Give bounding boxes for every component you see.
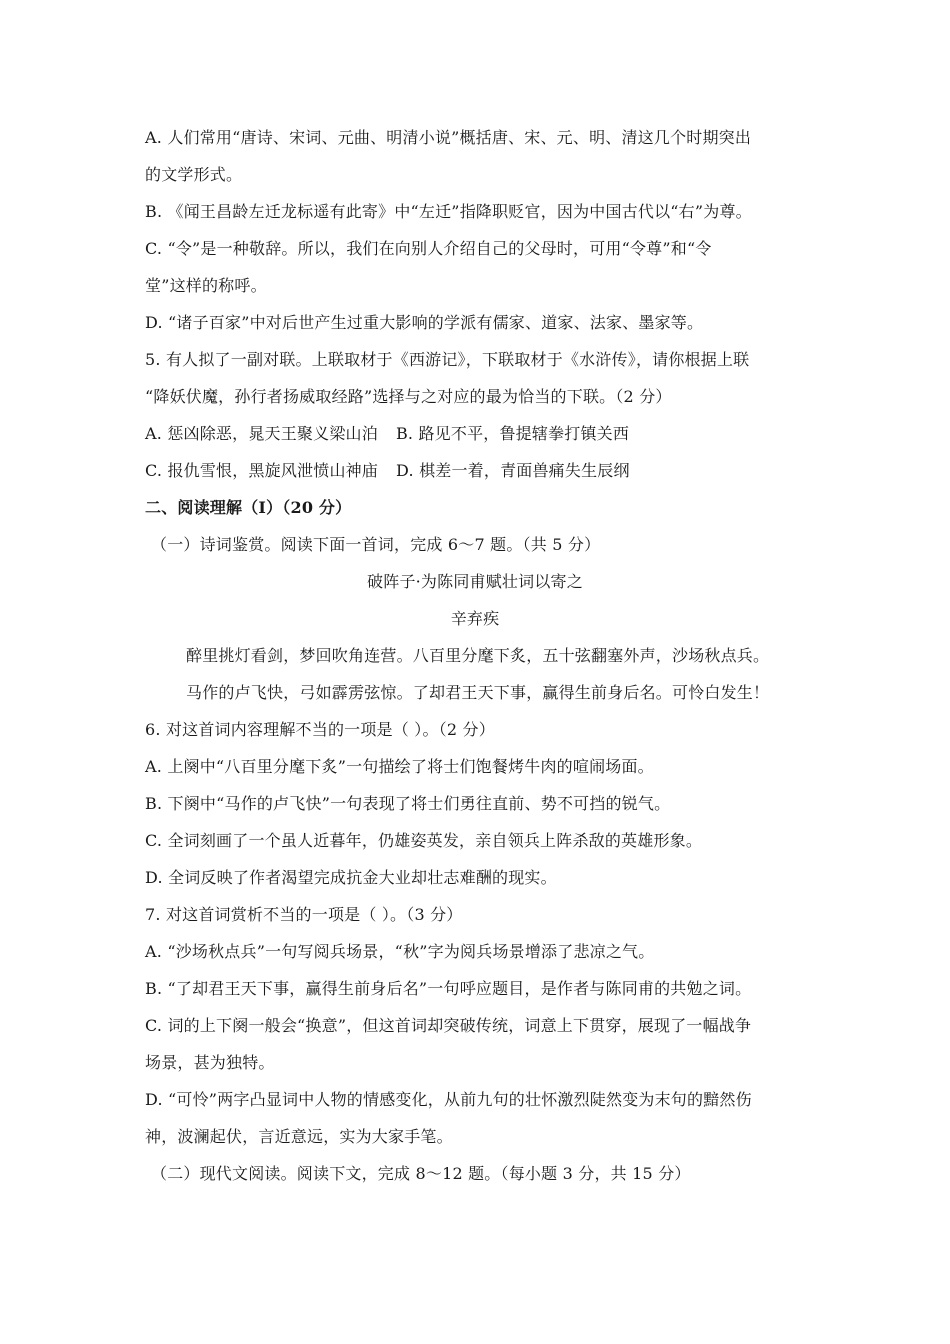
section-heading: 二、阅读理解（Ⅰ）（20 分） bbox=[145, 498, 352, 517]
q6-option-d: D. 全词反映了作者渴望完成抗金大业却壮志难酬的现实。 bbox=[145, 868, 557, 887]
q5-options-row2 bbox=[145, 460, 630, 482]
q4-option-d: D. “诸子百家”中对后世产生过重大影响的学派有儒家、道家、法家、墨家等。 bbox=[145, 313, 704, 332]
poem-title: 破阵子·为陈同甫赋壮词以寄之 bbox=[367, 572, 583, 591]
q5-option-d: D. 棋差一着，青面兽痛失生辰纲 bbox=[396, 461, 630, 480]
q4-option-a-line2: 的文学形式。 bbox=[145, 165, 243, 184]
q5-stem-line1: 5. 有人拟了一副对联。上联取材于《西游记》，下联取材于《水浒传》，请你根据上联 bbox=[145, 350, 750, 369]
part2-intro: （二）现代文阅读。阅读下文，完成 8～12 题。（每小题 3 分，共 15 分） bbox=[151, 1164, 691, 1183]
q7-option-c-line1: C. 词的上下阕一般会“换意”，但这首词却突破传统，词意上下贯穿，展现了一幅战争 bbox=[145, 1016, 752, 1035]
q7-option-d-line1: D. “可怜”两字凸显词中人物的情感变化，从前九句的壮怀激烈陡然变为末句的黯然伤 bbox=[145, 1090, 752, 1109]
poem-line-1: 醉里挑灯看剑，梦回吹角连营。八百里分麾下炙，五十弦翻塞外声，沙场秋点兵。 bbox=[186, 646, 770, 665]
q5-option-a: A. 惩凶除恶，晁天王聚义梁山泊 bbox=[145, 424, 378, 443]
q6-option-c: C. 全词刻画了一个虽人近暮年，仍雄姿英发，亲自领兵上阵杀敌的英雄形象。 bbox=[145, 831, 703, 850]
q4-option-c-line2: 堂”这样的称呼。 bbox=[145, 276, 267, 295]
q5-option-b: B. 路见不平，鲁提辖拳打镇关西 bbox=[395, 424, 630, 443]
q5-stem-line2: “降妖伏魔，孙行者扬威取经路”选择与之对应的最为恰当的下联。（2 分） bbox=[145, 387, 672, 406]
q4-option-c-line1: C. “令”是一种敬辞。所以，我们在向别人介绍自己的父母时，可用“令尊”和“令 bbox=[145, 239, 712, 258]
q7-option-d-line2: 神，波澜起伏，言近意远，实为大家手笔。 bbox=[145, 1127, 453, 1146]
q4-option-a-line1: A. 人们常用“唐诗、宋词、元曲、明清小说”概括唐、宋、元、明、清这几个时期突出 bbox=[145, 128, 752, 147]
q5-options-row1 bbox=[145, 423, 629, 445]
q4-option-b: B. 《闻王昌龄左迁龙标遥有此寄》中“左迁”指降职贬官，因为中国古代以“右”为尊。 bbox=[145, 202, 752, 221]
q7-stem: 7. 对这首词赏析不当的一项是（ ）。（3 分） bbox=[145, 905, 463, 924]
poem-author: 辛弃疾 bbox=[450, 609, 500, 628]
q7-option-b: B. “了却君王天下事，赢得生前身后名”一句呼应题目，是作者与陈同甫的共勉之词。 bbox=[145, 979, 752, 998]
q5-option-c: C. 报仇雪恨，黑旋风泄愤山神庙 bbox=[145, 461, 379, 480]
q6-option-a: A. 上阕中“八百里分麾下炙”一句描绘了将士们饱餐烤牛肉的喧闹场面。 bbox=[145, 757, 654, 776]
q7-option-a: A. “沙场秋点兵”一句写阅兵场景，“秋”字为阅兵场景增添了悲凉之气。 bbox=[145, 942, 655, 961]
q6-option-b: B. 下阕中“马作的卢飞快”一句表现了将士们勇往直前、势不可挡的锐气。 bbox=[145, 794, 671, 813]
part1-intro: （一）诗词鉴赏。阅读下面一首词，完成 6～7 题。（共 5 分） bbox=[151, 535, 601, 554]
q6-stem: 6. 对这首词内容理解不当的一项是（ ）。（2 分） bbox=[145, 720, 495, 739]
poem-line-2: 马作的卢飞快，弓如霹雳弦惊。了却君王天下事，赢得生前身后名。可怜白发生！ bbox=[186, 683, 770, 702]
q7-option-c-line2: 场景，甚为独特。 bbox=[145, 1053, 275, 1072]
